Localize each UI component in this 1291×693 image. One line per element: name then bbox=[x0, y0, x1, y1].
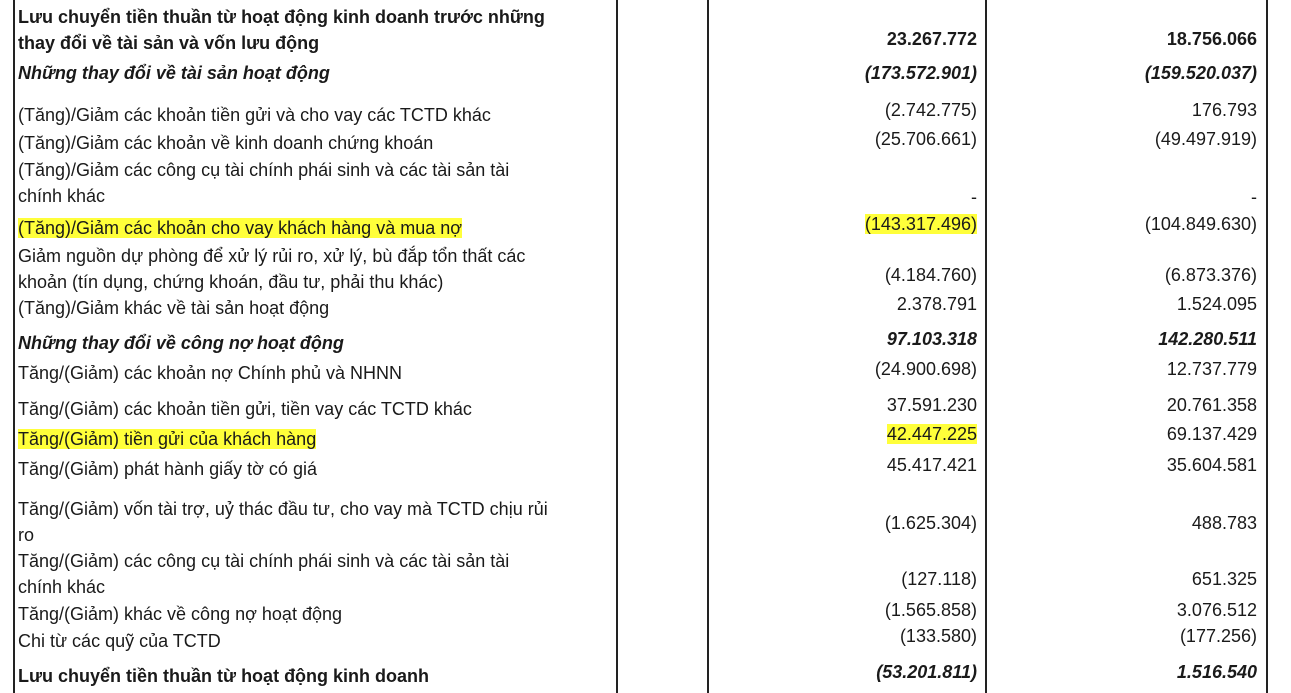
prior-period-value: 3.076.512 bbox=[1176, 600, 1257, 620]
current-period-value: 42.447.225 bbox=[886, 424, 977, 444]
current-period-value: (24.900.698) bbox=[874, 359, 977, 379]
row-label: Tăng/(Giảm) phát hành giấy tờ có giá bbox=[18, 459, 317, 479]
current-period-value: 37.591.230 bbox=[886, 395, 977, 415]
current-period-value: (2.742.775) bbox=[884, 100, 977, 120]
prior-period-value: 35.604.581 bbox=[1166, 455, 1257, 475]
current-period-value: 97.103.318 bbox=[886, 329, 977, 349]
table-border-left bbox=[13, 0, 15, 693]
current-period-value: (1.565.858) bbox=[884, 600, 977, 620]
row-label: Những thay đổi về tài sản hoạt động bbox=[18, 63, 330, 83]
prior-period-value: 488.783 bbox=[1191, 513, 1257, 533]
row-label: Tăng/(Giảm) tiền gửi của khách hàng bbox=[18, 429, 317, 449]
table-border-col2 bbox=[707, 0, 709, 693]
row-label: Giảm nguồn dự phòng để xử lý rủi ro, xử lý, bù đắp tổn thất các khoản (tín dụng, chứng khoán, đầu tư, phải thu khác) bbox=[18, 246, 526, 292]
prior-period-value: 651.325 bbox=[1191, 569, 1257, 589]
prior-period-value: 69.137.429 bbox=[1166, 424, 1257, 444]
row-label: Tăng/(Giảm) khác về công nợ hoạt động bbox=[18, 604, 342, 624]
prior-period-value: (6.873.376) bbox=[1164, 265, 1257, 285]
prior-period-value: (49.497.919) bbox=[1154, 129, 1257, 149]
current-period-value: (53.201.811) bbox=[876, 662, 977, 682]
prior-period-value: 142.280.511 bbox=[1158, 329, 1257, 349]
table-border-col1 bbox=[616, 0, 618, 693]
current-period-value: (4.184.760) bbox=[884, 265, 977, 285]
row-label: (Tăng)/Giảm các công cụ tài chính phái sinh và các tài sản tài chính khác bbox=[18, 160, 510, 206]
prior-period-value: 1.524.095 bbox=[1176, 294, 1257, 314]
prior-period-value: (159.520.037) bbox=[1144, 63, 1257, 83]
current-period-value: (127.118) bbox=[901, 569, 977, 589]
prior-period-value: (104.849.630) bbox=[1144, 214, 1257, 234]
current-period-value: (1.625.304) bbox=[884, 513, 977, 533]
row-label: Tăng/(Giảm) vốn tài trợ, uỷ thác đầu tư, cho vay mà TCTD chịu rủi ro bbox=[18, 499, 548, 545]
row-label: Tăng/(Giảm) các khoản nợ Chính phủ và NHNN bbox=[18, 363, 402, 383]
prior-period-value: 18.756.066 bbox=[1166, 29, 1257, 49]
row-label: Tăng/(Giảm) các công cụ tài chính phái sinh và các tài sản tài chính khác bbox=[18, 551, 510, 597]
table-border-right bbox=[1266, 0, 1268, 693]
current-period-value: 23.267.772 bbox=[886, 29, 977, 49]
prior-period-value: 176.793 bbox=[1191, 100, 1257, 120]
row-label: (Tăng)/Giảm khác về tài sản hoạt động bbox=[18, 298, 330, 318]
row-label: Lưu chuyển tiền thuần từ hoạt động kinh doanh trước những thay đổi về tài sản và vốn lưu động bbox=[18, 7, 545, 53]
current-period-value: (25.706.661) bbox=[874, 129, 977, 149]
prior-period-value: 12.737.779 bbox=[1166, 359, 1257, 379]
current-period-value: 45.417.421 bbox=[886, 455, 977, 475]
current-period-value: (173.572.901) bbox=[864, 63, 977, 83]
row-label: (Tăng)/Giảm các khoản cho vay khách hàng và mua nợ bbox=[18, 218, 463, 238]
table-border-col3 bbox=[985, 0, 987, 693]
row-label: (Tăng)/Giảm các khoản tiền gửi và cho vay các TCTD khác bbox=[18, 105, 491, 125]
row-label: Lưu chuyển tiền thuần từ hoạt động kinh doanh bbox=[18, 666, 430, 686]
current-period-value: (133.580) bbox=[899, 626, 977, 646]
row-label: (Tăng)/Giảm các khoản về kinh doanh chứng khoán bbox=[18, 133, 434, 153]
prior-period-value: 20.761.358 bbox=[1166, 395, 1257, 415]
current-period-value: - bbox=[971, 187, 977, 207]
current-period-value: (143.317.496) bbox=[864, 214, 977, 234]
row-label: Những thay đổi về công nợ hoạt động bbox=[18, 333, 344, 353]
row-label: Tăng/(Giảm) các khoản tiền gửi, tiền vay các TCTD khác bbox=[18, 399, 472, 419]
row-label: Chi từ các quỹ của TCTD bbox=[18, 631, 221, 651]
prior-period-value: (177.256) bbox=[1179, 626, 1257, 646]
current-period-value: 2.378.791 bbox=[896, 294, 977, 314]
prior-period-value: - bbox=[1251, 187, 1257, 207]
prior-period-value: 1.516.540 bbox=[1176, 662, 1257, 682]
